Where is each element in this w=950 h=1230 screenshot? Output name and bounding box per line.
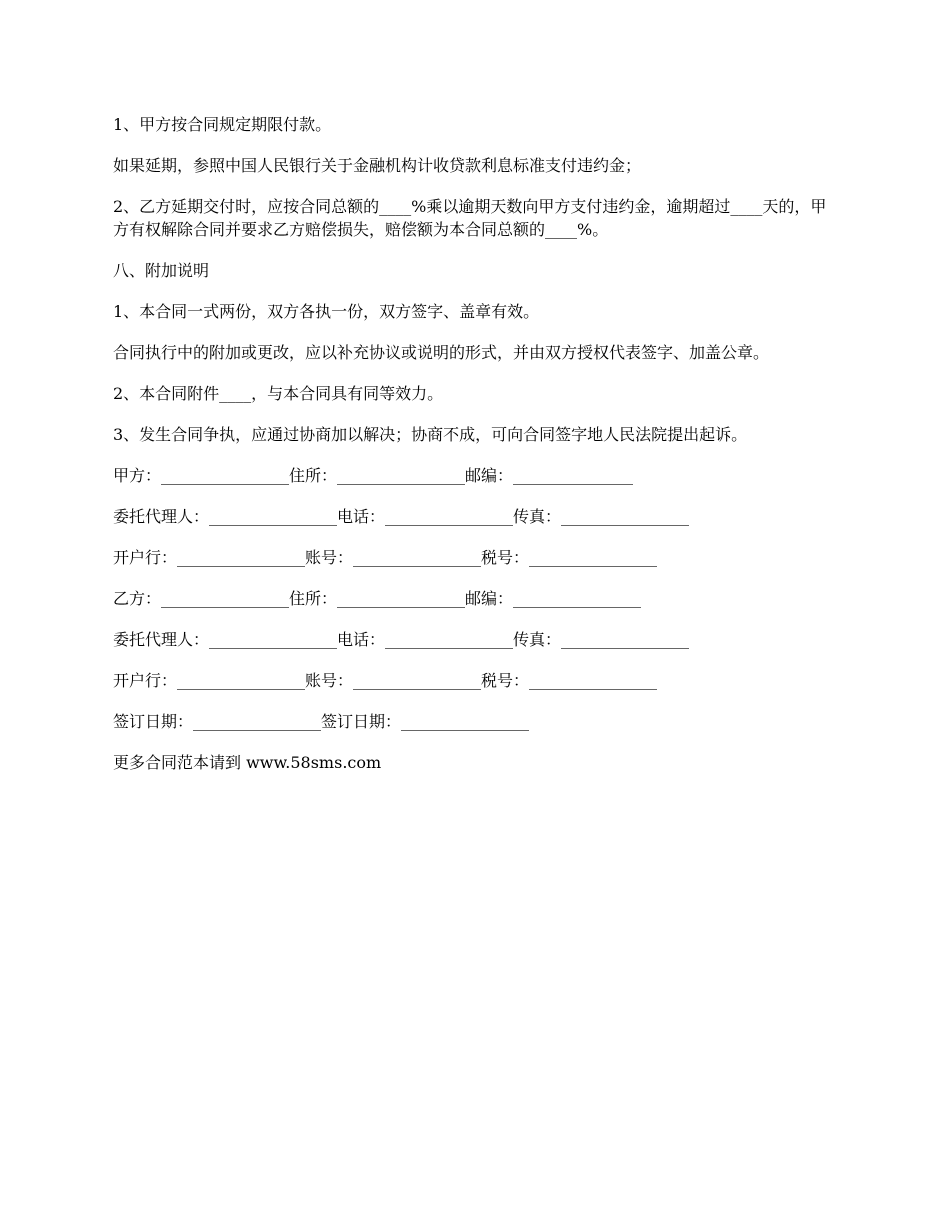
party-b-bank-line: 开户行：________________账号：________________税号：________________ xyxy=(113,671,658,690)
late-delivery-paragraph: 2、乙方延期交付时，应按合同总额的____%乘以逾期天数向甲方支付违约金，逾期超过____天的，甲方有权解除合同并要求乙方赔偿损失，赔偿额为本合同总额的____%。 xyxy=(113,197,827,239)
payment-term-paragraph: 1、甲方按合同规定期限付款。 xyxy=(113,115,332,134)
late-payment-paragraph: 如果延期，参照中国人民银行关于金融机构计收贷款利息标准支付违约金； xyxy=(113,156,642,175)
party-a-agent-line: 委托代理人：________________电话：________________传真：________________ xyxy=(113,507,690,526)
document-body xyxy=(113,113,839,792)
amendment-paragraph: 合同执行中的附加或更改，应以补充协议或说明的形式，并由双方授权代表签字、加盖公章。 xyxy=(113,343,770,362)
attachment-paragraph: 2、本合同附件____，与本合同具有同等效力。 xyxy=(113,384,444,403)
copies-paragraph: 1、本合同一式两份，双方各执一份，双方签字、盖章有效。 xyxy=(113,302,540,321)
party-a-bank-line: 开户行：________________账号：________________税号：________________ xyxy=(113,548,658,567)
section-heading: 八、附加说明 xyxy=(113,261,210,280)
signing-date-line: 签订日期：________________签订日期：________________ xyxy=(113,712,530,731)
footer-link-text: 更多合同范本请到 www.58sms.com xyxy=(113,753,382,772)
party-b-agent-line: 委托代理人：________________电话：________________传真：________________ xyxy=(113,630,690,649)
party-a-line: 甲方：________________住所：________________邮编：_______________ xyxy=(113,466,634,485)
party-b-line: 乙方：________________住所：________________邮编：________________ xyxy=(113,589,642,608)
dispute-paragraph: 3、发生合同争执，应通过协商加以解决；协商不成，可向合同签字地人民法院提出起诉。 xyxy=(113,425,748,444)
